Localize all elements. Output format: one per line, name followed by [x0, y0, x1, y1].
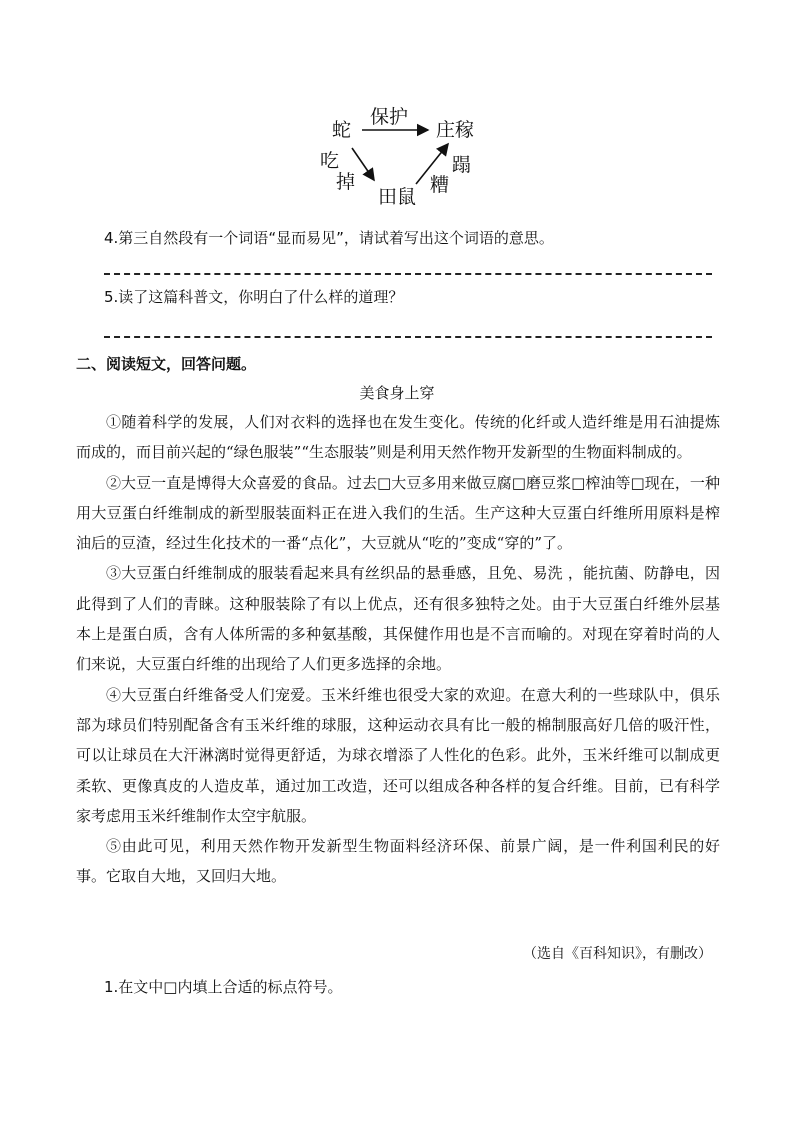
diagram-snake: 蛇 [332, 119, 352, 141]
paragraph-5: ⑤由此可见，利用天然作物开发新型生物面料经济环保、前景广阔，是一件利国利民的好事。它取自大地，又回归大地。 [76, 837, 720, 886]
diagram-up: 掉 [336, 171, 356, 193]
paragraph-2: ②大豆一直是博得大众喜爱的食品。过去□大豆多用来做豆腐□磨豆浆□榨油等□现在，一种用大豆蛋白纤维制成的新型服装面料正在进入我们的生活。生产这种大豆蛋白纤维所用原料是榨油后的豆渣，经过生化技术的一番“点化”，大豆就从“吃的”变成“穿的”了。 [76, 473, 720, 553]
paragraph-3: ③大豆蛋白纤维制成的服装看起来具有丝织品的悬垂感，且免、易洗 ，能抗菌、防静电，因此得到了人们的青睐。这种服装除了有以上优点，还有很多独特之处。由于大豆蛋白纤维外层基本上是蛋白质，含有人体所需的多种氨基酸，其保健作用也是不言而喻的。对现在穿着时尚的人们来说，大豆蛋白纤维的出现给了人们更多选择的余地。 [76, 564, 720, 674]
diagram-crops: 庄稼 [436, 119, 475, 141]
diagram-eat: 吃 [320, 150, 340, 172]
paragraph-4: ④大豆蛋白纤维备受人们宠爱。玉米纤维也很受大家的欢迎。在意大利的一些球队中，俱乐部为球员们特别配备含有玉米纤维的球服，这种运动衣具有比一般的棉制服高好几倍的吸汗性，可以让球员在大汗淋漓时觉得更舒适，为球衣增添了人性化的色彩。此外，玉米纤维可以制成更柔软、更像真皮的人造皮革，通过加工改造，还可以组成各种各样的复合纤维。目前，已有科学家考虑用玉米纤维制作太空宇航服。 [76, 685, 720, 825]
diagram-trample-2: 糟 [430, 174, 450, 196]
paragraph-1: ①随着科学的发展，人们对衣料的选择也在发生变化。传统的化纤或人造纤维是用石油提炼而成的，而目前兴起的“绿色服装”“生态服装”则是利用天然作物开发新型的生物面料制成的。 [76, 413, 720, 462]
question-4: 4.第三自然段有一个词语“显而易见”，请试着写出这个词语的意思。 [104, 229, 554, 247]
answer-line-5[interactable] [104, 336, 712, 338]
food-chain-diagram [300, 100, 500, 215]
diagram-protect: 保护 [370, 106, 409, 128]
diagram-field-mouse: 田鼠 [378, 186, 417, 208]
answer-line-4[interactable] [104, 273, 712, 275]
article-body [76, 407, 720, 892]
diagram-trample-1: 蹋 [452, 154, 472, 176]
question-5: 5.读了这篇科普文，你明白了什么样的道理？ [104, 288, 404, 306]
arrow-snake-to-mouse [352, 148, 374, 180]
article-title: 美食身上穿 [359, 384, 435, 402]
question-1: 1.在文中□内填上合适的标点符号。 [104, 978, 343, 996]
article-source: （选自《百科知识》，有删改） [523, 946, 712, 962]
section-two-heading: 二、阅读短文，回答问题。 [76, 355, 257, 373]
